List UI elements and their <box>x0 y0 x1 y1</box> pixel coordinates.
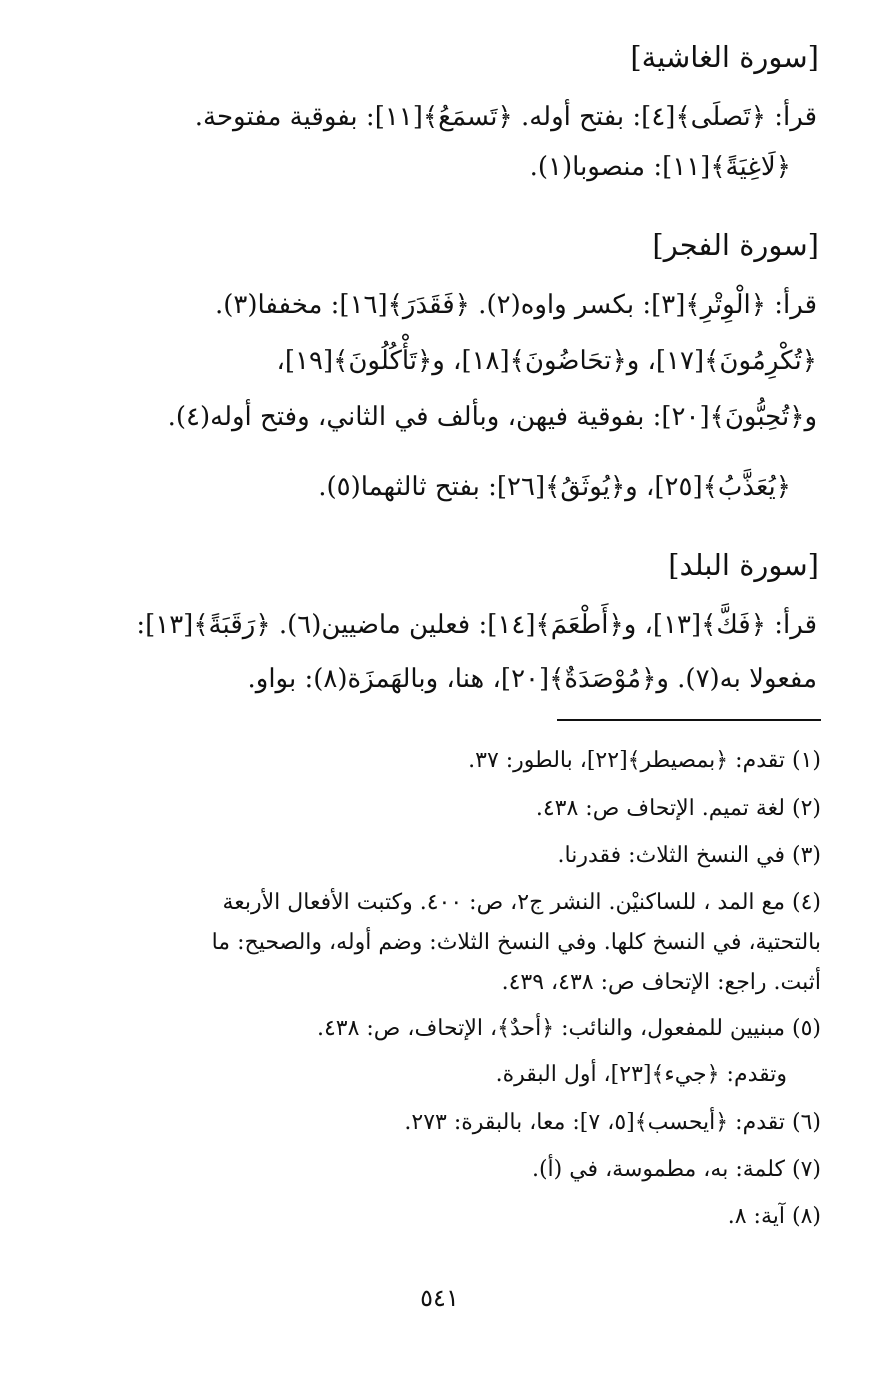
footnote: (٧) كلمة: به، مطموسة، في (أ). <box>531 1157 821 1182</box>
section-line: و﴿تُحِبُّونَ﴾[٢٠]: بفوقية فيهن، وبألف في الثاني، وفتح أوله(٤). <box>167 402 817 432</box>
footnote: (٦) تقدم: ﴿أيحسب﴾[٥، ٧]: معا، بالبقرة: ٢٧٣. <box>404 1110 821 1135</box>
footnote: (٣) في النسخ الثلاث: فقدرنا. <box>557 843 821 868</box>
section-line: ﴿لَاغِيَةً﴾[١١]: منصوبا(١). <box>529 152 791 182</box>
footnote: (٥) مبنيين للمفعول، والنائب: ﴿أحدٌ﴾، الإتحاف، ص: ٤٣٨. <box>316 1016 821 1041</box>
section-line: ﴿تُكْرِمُونَ﴾[١٧]، و﴿تحَاضُونَ﴾[١٨]، و﴿تَأْكُلُونَ﴾[١٩]، <box>276 346 817 376</box>
footnote: وتقدم: ﴿جيء﴾[٢٣]، أول البقرة. <box>495 1062 787 1087</box>
section-line: ﴿يُعَذَّبُ﴾[٢٥]، و﴿يُوثَقُ﴾[٢٦]: بفتح ثالثهما(٥). <box>318 472 791 502</box>
section-line: قرأ: ﴿تَصلَى﴾[٤]: بفتح أوله. ﴿تَسمَعُ﴾[١١]: بفوقية مفتوحة. <box>194 102 817 132</box>
section-line: قرأ: ﴿فَكَّ﴾[١٣]، و﴿أَطْعَمَ﴾[١٤]: فعلين ماضيين(٦). ﴿رَقَبَةً﴾[١٣]: <box>136 610 817 640</box>
page-number: ٥٤١ <box>420 1284 459 1312</box>
section-line: قرأ: ﴿الْوِتْرِ﴾[٣]: بكسر واوه(٢). ﴿فَقَدَرَ﴾[١٦]: مخففا(٣). <box>214 290 817 320</box>
footnote: أثبت. راجع: الإتحاف ص: ٤٣٨، ٤٣٩. <box>501 970 821 995</box>
footnote: (٤) مع المد ، للساكنيْن. النشر ج٢، ص: ٤٠٠. وكتبت الأفعال الأربعة <box>222 890 821 915</box>
section-heading-fajr: [سورة الفجر] <box>652 228 819 262</box>
section-line: مفعولا به(٧). و﴿مُوْصَدَةٌ﴾[٢٠]، هنا، وبالهَمزَة(٨): بواو. <box>247 664 817 694</box>
footnote: (٢) لغة تميم. الإتحاف ص: ٤٣٨. <box>535 796 821 821</box>
section-heading-balad: [سورة البلد] <box>668 548 819 582</box>
footnote-separator <box>557 719 821 721</box>
section-heading-ghashiya: [سورة الغاشية] <box>630 40 819 74</box>
footnote: (١) تقدم: ﴿بمصيطر﴾[٢٢]، بالطور: ٣٧. <box>468 748 821 773</box>
footnote: (٨) آية: ٨. <box>727 1204 821 1229</box>
footnote: بالتحتية، في النسخ كلها. وفي النسخ الثلاث: وضم أوله، والصحيح: ما <box>211 930 821 955</box>
